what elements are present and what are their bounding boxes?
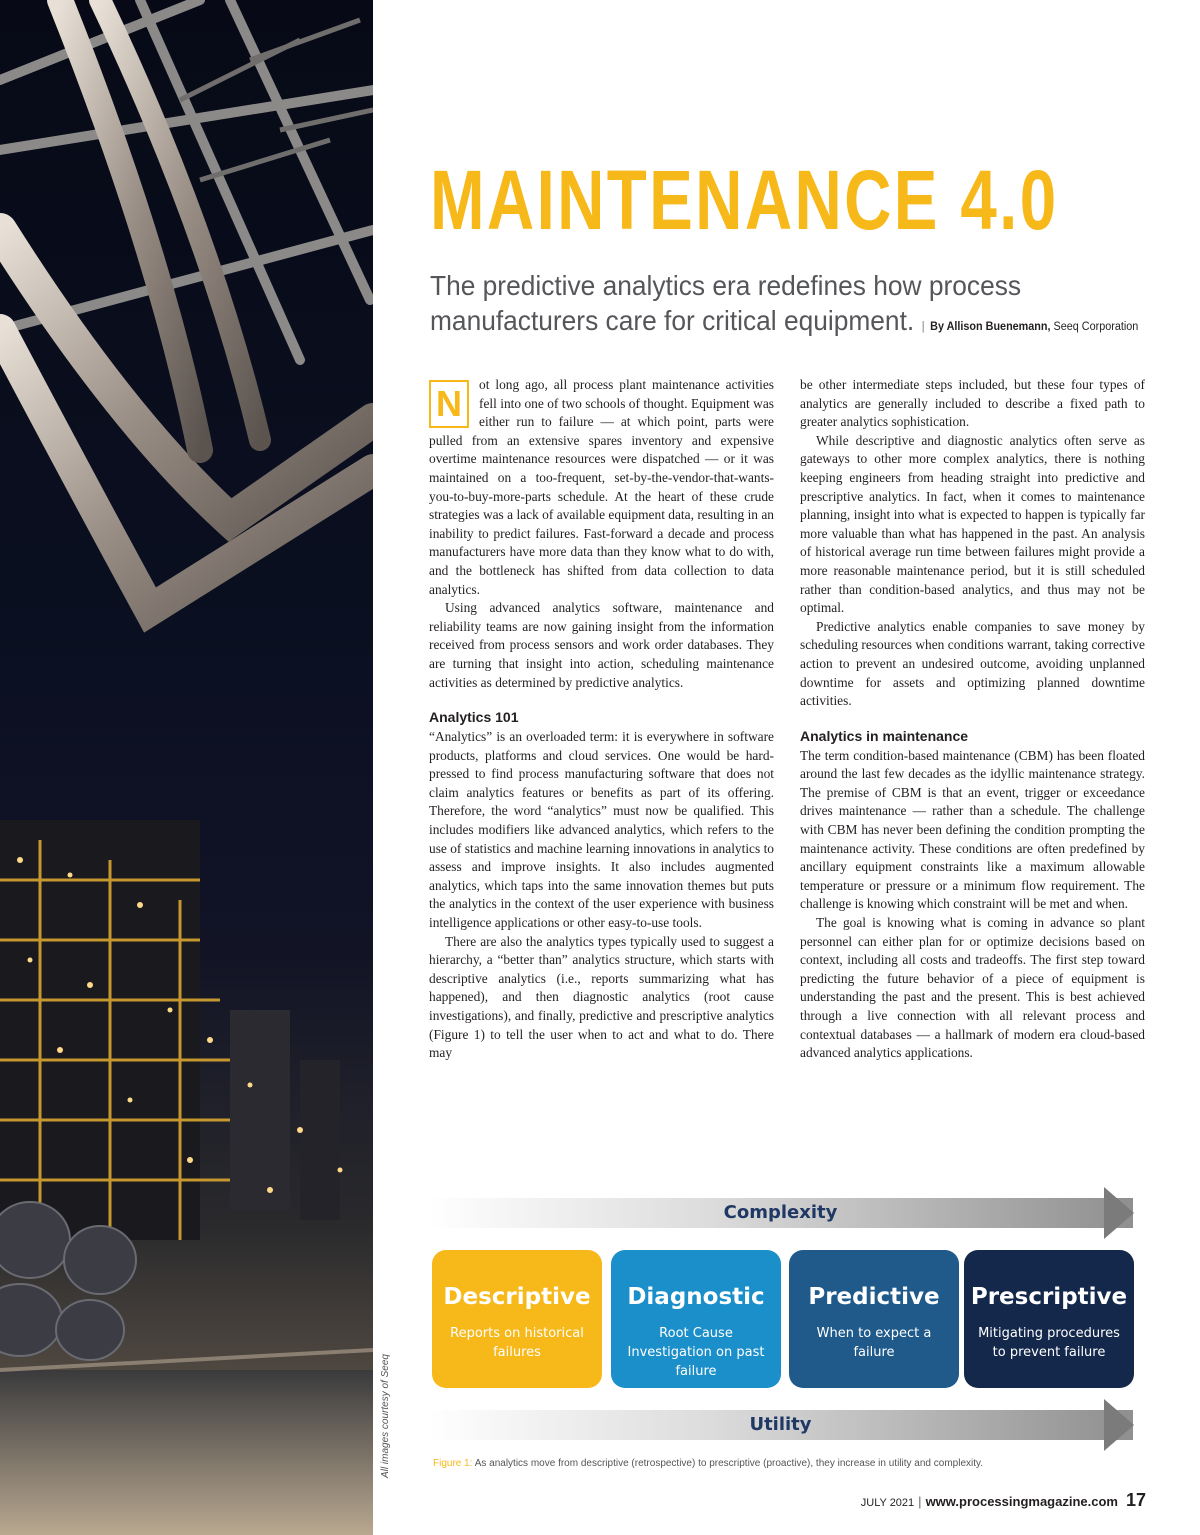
paragraph: There are also the analytics types typically used to suggest a hierarchy, a “better than” analytics structure, which starts with descriptive analytics (i.e., reports summarizing what has happened), and then diagnostic analytics (root cause investigations), and finally, predictive and prescriptive analytics (Figure 1) to tell the user when to act and what to do. There may (429, 933, 774, 1061)
plant-illustration (0, 0, 373, 1535)
footer-separator: | (918, 1494, 922, 1509)
paragraph: Predictive analytics enable companies to save money by scheduling resources when conditions warrant, taking corrective action to prevent an undesired outcome, avoiding unplanned downtime for assets and optimizing planned downtime activities. (800, 618, 1145, 709)
figure-analytics-types (428, 1180, 1148, 1460)
utility-label: Utility (749, 1414, 812, 1435)
article-title: MAINTENANCE 4.0 (430, 153, 1059, 247)
magazine-url[interactable]: www.processingmagazine.com (925, 1494, 1118, 1509)
box-title: Predictive (808, 1284, 940, 1310)
box-prescriptive (964, 1250, 1134, 1388)
issue-date: JULY 2021 (860, 1497, 915, 1509)
byline-separator: | (921, 321, 925, 333)
caption-label: Figure 1: (433, 1458, 473, 1469)
box-title: Diagnostic (627, 1284, 765, 1310)
photo-credit (378, 1354, 398, 1478)
paragraph: be other intermediate steps included, but these four types of analytics are generally included to describe a fixed path to greater analytics sophistication. (800, 377, 1145, 430)
caption-text: As analytics move from descriptive (retrospective) to prescriptive (proactive), they increase in utility and complexity. (474, 1458, 984, 1469)
page-number: 17 (1125, 1490, 1146, 1510)
paragraph: “Analytics” is an overloaded term: it is everywhere in software products, platforms and cloud services. One would be hard-pressed to find process manufacturing software that does not claim analytics features or benefits as part of its offering. Therefore, the word “analytics” must now be qualified. This includes modifiers like advanced analytics, which refers to the use of statistics and machine learning innovations in analytics to assess and improve insights. It also includes augmented analytics, which taps into the same innovation themes but puts the analytics in the context of the user experience with business intelligence applications or other easy-to-use tools. (429, 729, 774, 931)
box-predictive (789, 1250, 959, 1388)
box-diagnostic (611, 1250, 781, 1388)
photo-credit-text: All images courtesy of Seeq (380, 1354, 391, 1478)
byline-author: By Allison Buenemann, (930, 321, 1051, 333)
dek-line-2: manufacturers care for critical equipment. (430, 305, 915, 336)
body-column-left (429, 376, 774, 1063)
complexity-label: Complexity (723, 1202, 838, 1223)
article-dek (430, 268, 1170, 345)
paragraph: The goal is knowing what is coming in advance so plant personnel can either plan for or optimize decisions based on context, including all costs and tradeoffs. The first step toward predicting the future behavior of a piece of equipment is understanding the past and the present. This is best achieved through a live connection with all relevant process and contextual databases — a hallmark of modern era cloud-based advanced analytics applications. (800, 915, 1145, 1061)
box-descriptive (432, 1250, 602, 1388)
paragraph: The term condition-based maintenance (CBM) has been floated around the last few decades as the idyllic maintenance strategy. The premise of CBM is that an event, trigger or exceedance drives maintenance — rather than a schedule. The challenge with CBM has never been defining the condition prompting the maintenance activity. These conditions are often predefined by ancillary equipment constraints like a maximum allowable temperature or pressure or a minimum flow requirement. The challenge is knowing which constraint will be met and when. (800, 747, 1145, 912)
drop-cap: N (429, 380, 469, 428)
paragraph: ot long ago, all process plant maintenance activities fell into one of two schools of thought. Equipment was either run to failure — at which point, parts were pulled from an extensive spares inventory and expensive overtime maintenance resources were dispatched — or it was maintained on a too-frequent, set-by-the-vendor-that-wants-you-to-buy-more-parts schedule. At the heart of these crude strategies was a lack of available equipment data, resulting in an inability to predict failures. Fast-forward a decade and process manufacturers have more data than they know what to do with, and the bottleneck has shifted from data collection to data analytics. (429, 377, 774, 597)
box-description: Mitigating procedures to prevent failure (978, 1326, 1120, 1360)
section-heading: Analytics in maintenance (800, 727, 969, 744)
dek-line-1: The predictive analytics era redefines how process (430, 270, 1022, 301)
body-column-right (800, 376, 1145, 1063)
box-description: Reports on historical failures (450, 1326, 584, 1360)
box-title: Prescriptive (970, 1284, 1128, 1310)
industrial-plant-photo (0, 0, 373, 1535)
box-title: Descriptive (443, 1284, 591, 1310)
section-heading: Analytics 101 (429, 709, 519, 726)
paragraph: While descriptive and diagnostic analytics often serve as gateways to other more complex analytics, there is nothing keeping engineers from heading straight into predictive and prescriptive analytics. In fact, when it comes to maintenance planning, insight into what is expected to happen is typically far more valuable than what has happened in the past. An analysis of historical average run time between failures might provide a more reasonable maintenance period, but it is still scheduled rather than condition-based analytics, and thus may not be optimal. (800, 432, 1145, 616)
byline-org: Seeq Corporation (1053, 321, 1139, 333)
box-description: Root Cause Investigation on past failure (627, 1326, 765, 1379)
dek-line-2-wrap (430, 303, 1139, 345)
figure-caption (433, 1458, 983, 1469)
box-description: When to expect a failure (816, 1326, 932, 1360)
byline (922, 321, 1139, 333)
paragraph: Using advanced analytics software, maintenance and reliability teams are now gaining insight from the information received from process sensors and work order databases. They are turning that insight into action, scheduling maintenance activities as determined by predictive analytics. (429, 600, 774, 690)
page-footer (861, 1490, 1146, 1511)
